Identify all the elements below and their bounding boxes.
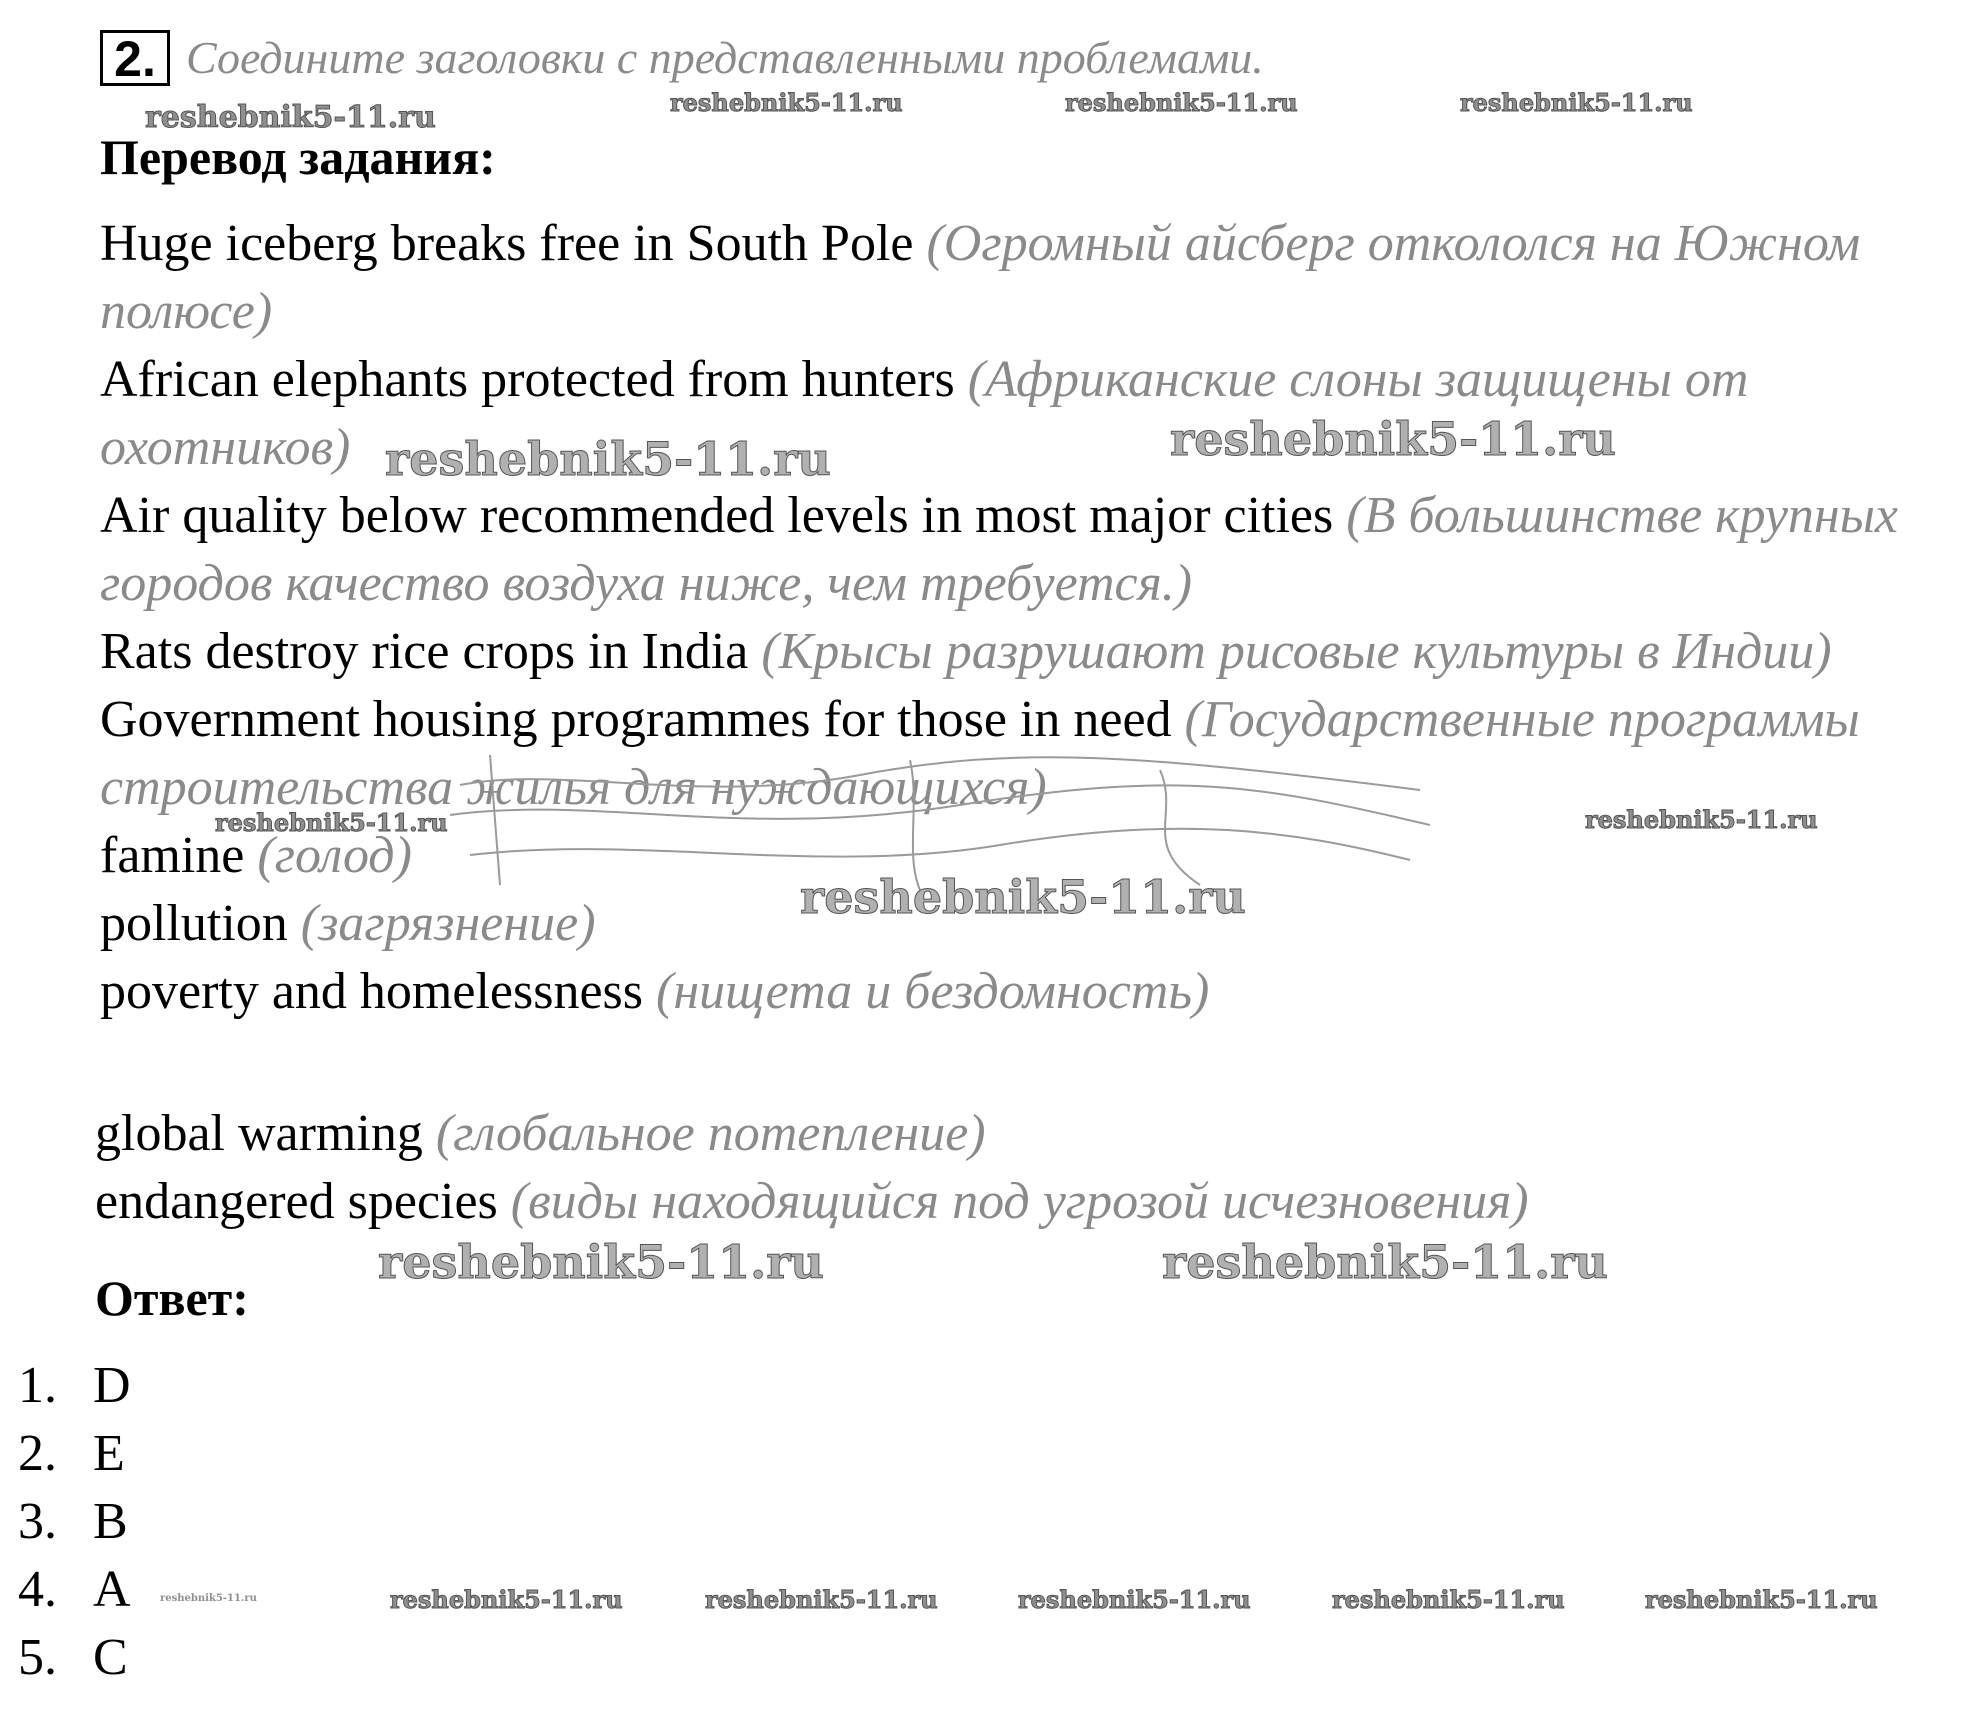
problem-english: endangered species <box>95 1173 498 1230</box>
watermark: reshebnik5-11.ru <box>215 808 448 837</box>
problem-english: global warming <box>95 1105 423 1162</box>
answer-item <box>18 1352 131 1420</box>
answer-number: 2. <box>18 1425 57 1482</box>
answer-list <box>18 1352 131 1692</box>
headline-item <box>100 618 1960 686</box>
task-instruction: Соедините заголовки с представленными проблемами. <box>186 32 1264 83</box>
answer-letter: A <box>93 1561 131 1618</box>
headline-item <box>100 482 1960 618</box>
answer-item <box>18 1556 131 1624</box>
headline-russian: (Государственные программы строительства жилья для нуждающихся) <box>100 691 1860 816</box>
headline-english: Rats destroy rice crops in India <box>100 623 749 680</box>
watermark: reshebnik5-11.ru <box>378 1235 824 1289</box>
problem-russian: (виды находящийся под угрозой исчезновения) <box>510 1173 1529 1230</box>
answer-letter: B <box>93 1493 128 1550</box>
task-number: 2. <box>100 30 170 86</box>
headline-item <box>100 210 1960 346</box>
watermark: reshebnik5-11.ru <box>800 870 1246 924</box>
watermark: reshebnik5-11.ru <box>1170 412 1616 466</box>
watermark: reshebnik5-11.ru <box>1460 88 1693 117</box>
answer-number: 1. <box>18 1357 57 1414</box>
watermark: reshebnik5-11.ru <box>1065 88 1298 117</box>
headline-english: Government housing programmes for those in need <box>100 691 1172 748</box>
answer-letter: C <box>93 1629 128 1686</box>
problem-english: famine <box>100 827 245 884</box>
problem-russian: (глобальное потепление) <box>435 1105 986 1162</box>
answer-item <box>18 1420 131 1488</box>
translation-heading: Перевод задания: <box>100 129 496 185</box>
watermark: reshebnik5-11.ru <box>1585 805 1818 834</box>
problem-english: poverty and homelessness <box>100 963 644 1020</box>
answer-number: 3. <box>18 1493 57 1550</box>
problem-english: pollution <box>100 895 288 952</box>
watermark: reshebnik5-11.ru <box>705 1585 938 1614</box>
watermark: reshebnik5-11.ru <box>1332 1585 1565 1614</box>
watermark: reshebnik5-11.ru <box>670 88 903 117</box>
answer-item <box>18 1624 131 1692</box>
answer-number: 4. <box>18 1561 57 1618</box>
answer-letter: D <box>93 1357 131 1414</box>
watermark: reshebnik5-11.ru <box>390 1585 623 1614</box>
headline-list <box>100 210 1960 1026</box>
problem-item <box>95 1168 1955 1236</box>
watermark: reshebnik5-11.ru <box>1645 1585 1878 1614</box>
headline-english: Air quality below recommended levels in most major cities <box>100 487 1334 544</box>
problem-item <box>95 1100 1955 1168</box>
watermark: reshebnik5-11.ru <box>1018 1585 1251 1614</box>
problem-list-continued <box>95 1100 1955 1236</box>
headline-russian: (Крысы разрушают рисовые культуры в Индии) <box>761 623 1832 680</box>
headline-item <box>100 686 1960 822</box>
headline-english: Huge iceberg breaks free in South Pole <box>100 215 914 272</box>
headline-russian: (Африканские слоны защищены от охотников) <box>100 351 1749 476</box>
watermark: reshebnik5-11.ru <box>160 1593 257 1604</box>
problem-item <box>100 890 1960 958</box>
problem-russian: (нищета и бездомность) <box>656 963 1210 1020</box>
answer-number: 5. <box>18 1629 57 1686</box>
problem-item <box>100 958 1960 1026</box>
watermark: reshebnik5-11.ru <box>1162 1235 1608 1289</box>
headline-item <box>100 346 1960 482</box>
problem-russian: (загрязнение) <box>300 895 596 952</box>
answer-heading: Ответ: <box>95 1270 249 1326</box>
problem-item <box>100 822 1960 890</box>
headline-english: African elephants protected from hunters <box>100 351 955 408</box>
answer-item <box>18 1488 131 1556</box>
answer-letter: E <box>93 1425 125 1482</box>
headline-russian: (В большинстве крупных городов качество воздуха ниже, чем требуется.) <box>100 487 1898 612</box>
watermark: reshebnik5-11.ru <box>145 100 436 135</box>
headline-russian: (Огромный айсберг откололся на Южном полюсе) <box>100 215 1861 340</box>
problem-russian: (голод) <box>257 827 412 884</box>
watermark: reshebnik5-11.ru <box>385 432 831 486</box>
